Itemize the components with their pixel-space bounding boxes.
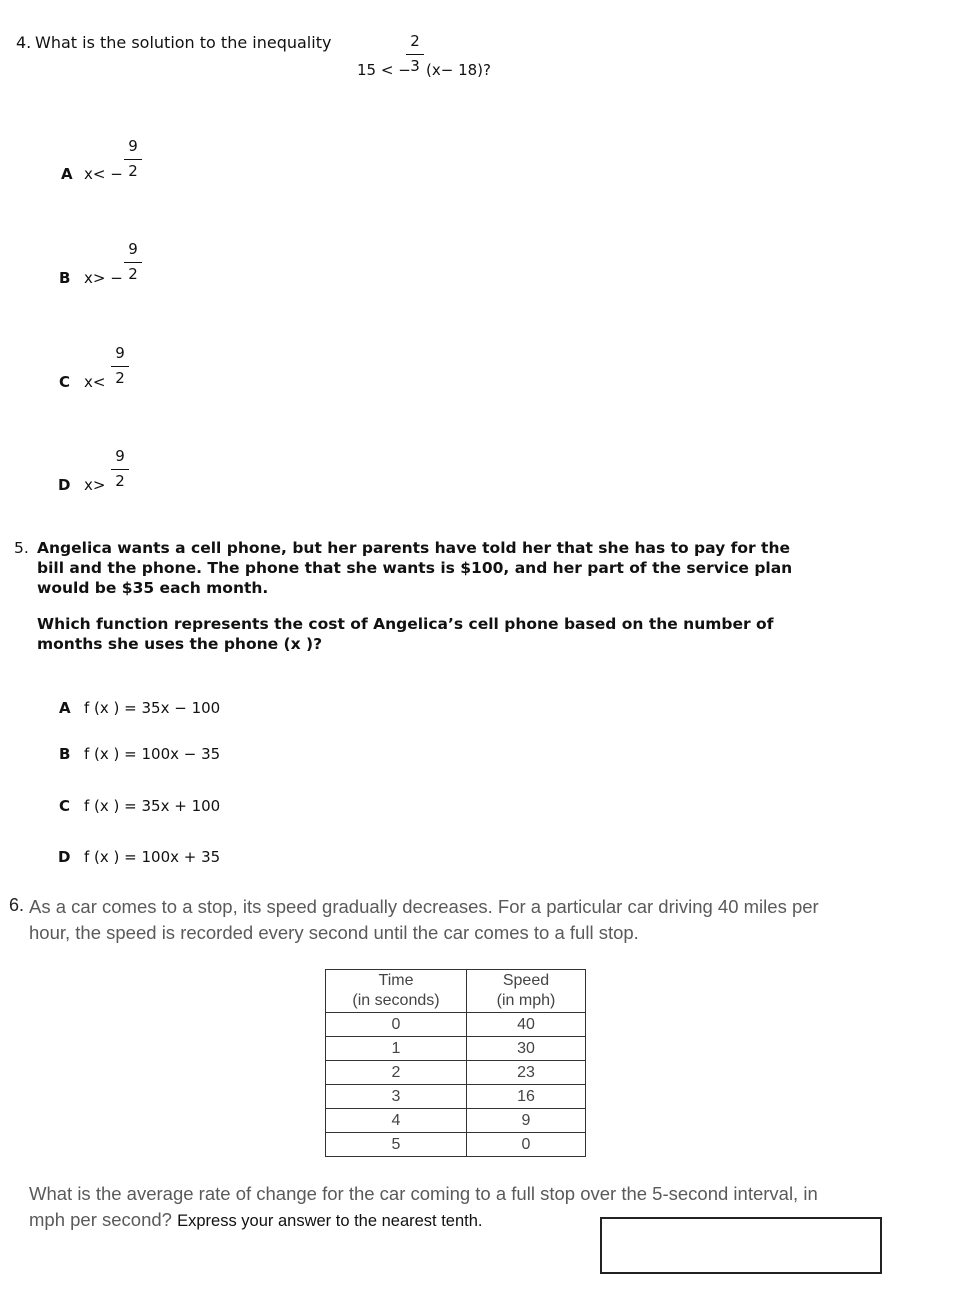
q6-instruction: Express your answer to the nearest tenth. <box>177 1212 483 1230</box>
q6-line: As a car comes to a stop, its speed gradually decreases. For a particular car driving 40 miles per <box>29 896 819 917</box>
fraction-bar <box>111 366 129 367</box>
fraction-denominator: 2 <box>115 369 125 387</box>
table-row <box>326 1061 586 1085</box>
answer-input-box[interactable] <box>600 1217 882 1274</box>
fraction-numerator: 9 <box>128 137 138 155</box>
q6-number: 6. <box>9 895 25 915</box>
q6-line: hour, the speed is recorded every second until the car comes to a full stop. <box>29 922 639 943</box>
table-row <box>326 1013 586 1037</box>
option-prefix: x> − <box>84 269 123 287</box>
speed-column-header <box>467 970 586 1013</box>
option-letter: D <box>58 476 71 494</box>
option-prefix: x< − <box>84 165 123 183</box>
q4-number: 4. <box>16 33 32 52</box>
q6-intro <box>29 894 959 946</box>
time-cell: 3 <box>326 1085 467 1109</box>
q4-ineq-right: (x− 18)? <box>426 61 491 79</box>
speed-cell: 16 <box>467 1085 586 1109</box>
option-expression: f (x ) = 35x + 100 <box>84 797 221 815</box>
option-letter: D <box>58 848 71 866</box>
q5-paragraph-2 <box>37 614 857 654</box>
option-letter: C <box>59 797 71 815</box>
time-cell: 5 <box>326 1133 467 1157</box>
q5-paragraph-1 <box>37 538 857 598</box>
q6-followup-line: What is the average rate of change for the car coming to a full stop over the 5-second interval, in <box>29 1183 818 1204</box>
table-row <box>326 1109 586 1133</box>
table-row <box>326 1037 586 1061</box>
speed-table <box>325 969 586 1157</box>
header-line: Time <box>378 972 414 989</box>
fraction-numerator: 9 <box>128 240 138 258</box>
fraction-denominator: 2 <box>128 162 138 180</box>
option-letter: B <box>59 269 71 287</box>
fraction-numerator: 2 <box>410 32 420 50</box>
q5-line: months she uses the phone (x )? <box>37 635 323 653</box>
q5-line: Which function represents the cost of Angelica’s cell phone based on the number of <box>37 615 774 633</box>
header-line: Speed <box>502 972 550 989</box>
table-header-row <box>326 970 586 1013</box>
speed-cell: 0 <box>467 1133 586 1157</box>
q5-number: 5. <box>14 539 29 557</box>
fraction-denominator: 2 <box>115 472 125 490</box>
fraction-bar <box>124 262 142 263</box>
q4-question: What is the solution to the inequality <box>35 33 332 52</box>
fraction-numerator: 9 <box>115 447 125 465</box>
q5-line: Angelica wants a cell phone, but her parents have told her that she has to pay for the <box>37 539 791 557</box>
speed-cell: 40 <box>467 1013 586 1037</box>
q5-line: would be $35 each month. <box>37 579 269 597</box>
option-expression: f (x ) = 100x − 35 <box>84 745 221 763</box>
option-letter: A <box>61 165 73 183</box>
option-expression: f (x ) = 35x − 100 <box>84 699 221 717</box>
fraction-denominator: 3 <box>410 57 420 75</box>
q6-followup-line: mph per second? <box>29 1209 172 1230</box>
speed-cell: 23 <box>467 1061 586 1085</box>
q4-ineq-fraction <box>406 32 424 75</box>
fraction-numerator: 9 <box>115 344 125 362</box>
option-letter: A <box>59 699 71 717</box>
option-fraction <box>111 344 129 387</box>
time-column-header <box>326 970 467 1013</box>
option-expression: f (x ) = 100x + 35 <box>84 848 221 866</box>
table-row <box>326 1085 586 1109</box>
time-cell: 4 <box>326 1109 467 1133</box>
time-cell: 1 <box>326 1037 467 1061</box>
header-line: (in seconds) <box>352 992 440 1009</box>
fraction-denominator: 2 <box>128 265 138 283</box>
option-letter: B <box>59 745 71 763</box>
option-fraction <box>124 240 142 283</box>
speed-cell: 9 <box>467 1109 586 1133</box>
time-cell: 0 <box>326 1013 467 1037</box>
table-row <box>326 1133 586 1157</box>
header-line: (in mph) <box>496 992 556 1009</box>
option-fraction <box>111 447 129 490</box>
option-prefix: x> <box>84 476 106 494</box>
option-fraction <box>124 137 142 180</box>
time-cell: 2 <box>326 1061 467 1085</box>
fraction-bar <box>406 54 424 55</box>
speed-cell: 30 <box>467 1037 586 1061</box>
q4-ineq-left: 15 < − <box>357 61 411 79</box>
option-letter: C <box>59 373 71 391</box>
fraction-bar <box>111 469 129 470</box>
option-prefix: x< <box>84 373 106 391</box>
fraction-bar <box>124 159 142 160</box>
q5-line: bill and the phone. The phone that she wants is $100, and her part of the service plan <box>37 559 793 577</box>
